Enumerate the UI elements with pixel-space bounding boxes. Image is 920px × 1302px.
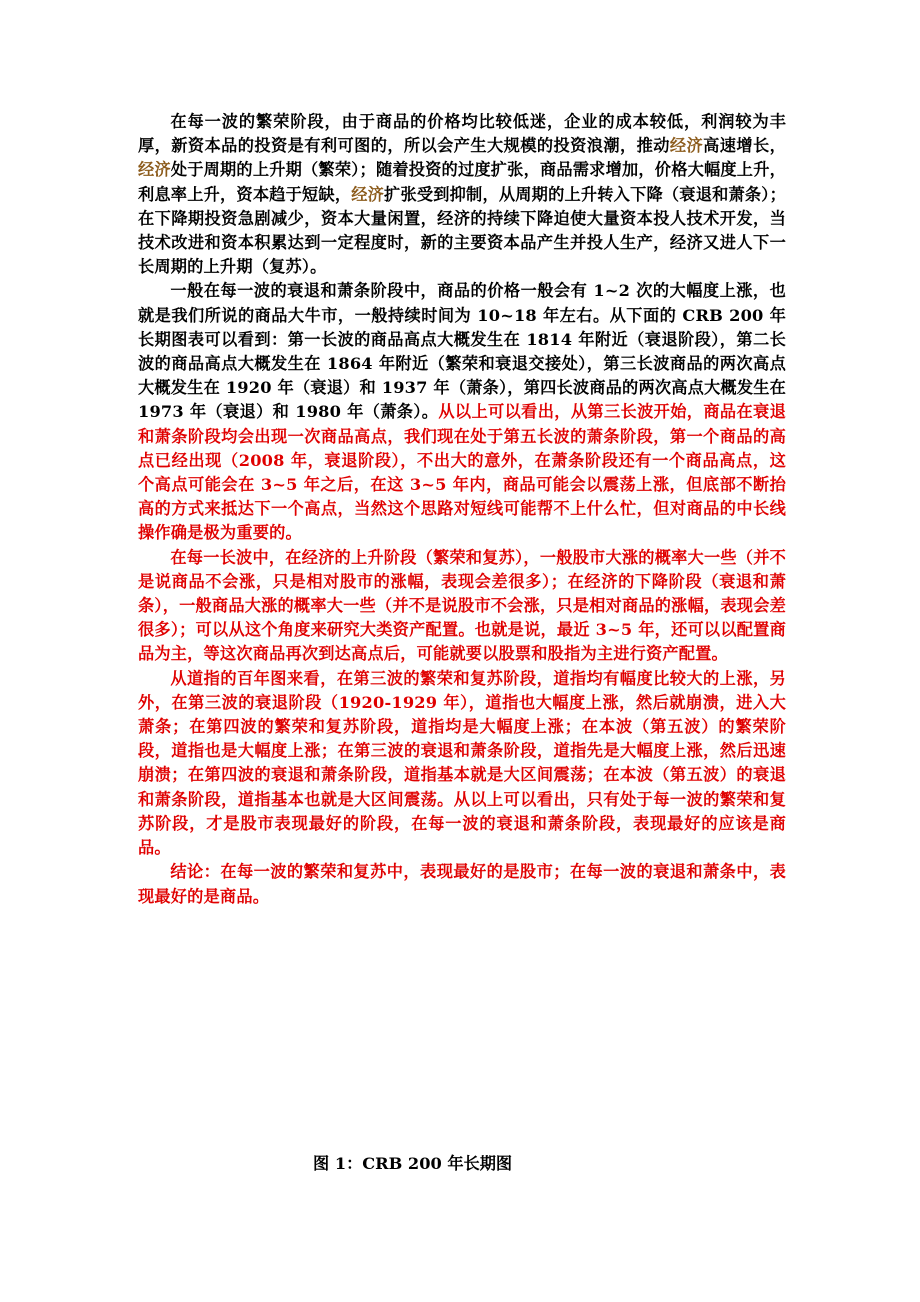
paragraph-conclusion — [138, 860, 786, 908]
highlighted-text: 从道指的百年图来看，在第三波的繁荣和复苏阶段，道指均有幅度比较大的上涨，另外，在第三波的衰退阶段（1920-1929 年），道指也大幅度上涨，然后就崩溃，进入大萧条；在第四波的繁荣和复苏阶段，道指均是大幅度上涨；在本波（第五波）的繁荣阶段，道指也是大幅度上涨；在第三波的衰退和萧条阶段，道指先是大幅度上涨，然后迅速崩溃；在第四波的衰退和萧条阶段，道指基本就是大区间震荡；在本波（第五波）的衰退和萧条阶段，道指基本也就是大区间震荡。从以上可以看出，只有处于每一波的繁荣和复苏阶段，才是股市表现最好的阶段，在每一波的衰退和萧条阶段，表现最好的应该是商品。 — [138, 668, 786, 858]
text-segment: 处于周期的上升期（繁荣）；随着投资的过度扩张，商品需求增加，价格大幅度上升，利息率上升，资本趋于短缺， — [138, 160, 786, 204]
paragraph-3 — [138, 546, 786, 667]
text-segment: 一般在每一波的衰退和萧条阶段中，商品的价格一般会有 1~2 次的大幅度上涨，也就是我们所说的商品大牛市，一般持续时间为 10~18 年左右。从下面的 CRB 200 年长期图表可以看到：第一长波的商品高点大概发生在 1814 年附近（衰退阶段），第二长波的商品高点大概发生在 1864 年附近（繁荣和衰退交接处），第三长波商品的两次高点大概发生在 1920 年（衰退）和 1937 年（萧条），第四长波商品的两次高点大概发生在 1973 年（衰退）和 1980 年（萧条）。 — [138, 281, 786, 422]
keyword-economy: 经济 — [669, 136, 704, 156]
text-segment: 高速增长， — [703, 136, 786, 156]
text-segment: 在每一波的繁荣阶段，由于商品的价格均比较低迷，企业的成本较低，利润较为丰厚，新资本品的投资是有利可图的，所以会产生大规模的投资浪潮，推动 — [138, 112, 786, 156]
paragraph-2 — [138, 279, 786, 545]
keyword-economy: 经济 — [138, 160, 171, 180]
keyword-economy: 经济 — [351, 184, 385, 204]
highlighted-text: 在每一长波中，在经济的上升阶段（繁荣和复苏），一般股市大涨的概率大一些（并不是说商品不会涨，只是相对股市的涨幅，表现会差很多）；在经济的下降阶段（衰退和萧条），一般商品大涨的概率大一些（并不是说股市不会涨，只是相对商品的涨幅，表现会差很多）；可以从这个角度来研究大类资产配置。也就是说，最近 3~5 年，还可以以配置商品为主，等这次商品再次到达高点后，可能就要以股票和股指为主进行资产配置。 — [138, 547, 786, 664]
paragraph-4 — [138, 667, 786, 861]
figure-caption: 图 1：CRB 200 年长期图 — [313, 1154, 513, 1173]
highlighted-text: 结论：在每一波的繁荣和复苏中，表现最好的是股市；在每一波的衰退和萧条中，表现最好的是商品。 — [138, 862, 786, 906]
paragraph-1 — [138, 110, 786, 279]
text-segment: 扩张受到抑制，从周期的上升转入下降（衰退和萧条）；在下降期投资急剧减少，资本大量闲置，经济的持续下降迫使大量资本投人技术开发，当技术改进和资本积累达到一定程度时，新的主要资本品产生并投人生产，经济又进人下一长周期的上升期（复苏）。 — [138, 184, 786, 277]
body-text — [138, 110, 786, 909]
highlighted-text: 从以上可以看出，从第三长波开始，商品在衰退和萧条阶段均会出现一次商品高点，我们现在处于第五长波的萧条阶段，第一个商品的高点已经出现（2008 年，衰退阶段），不出大的意外，在萧条阶段还有一个商品高点，这个高点可能会在 3~5 年之后，在这 3~5 年内，商品可能会以震荡上涨，但底部不断抬高的方式来抵达下一个高点，当然这个思路对短线可能帮不上什么忙，但对商品的中长线操作确是极为重要的。 — [138, 402, 786, 543]
